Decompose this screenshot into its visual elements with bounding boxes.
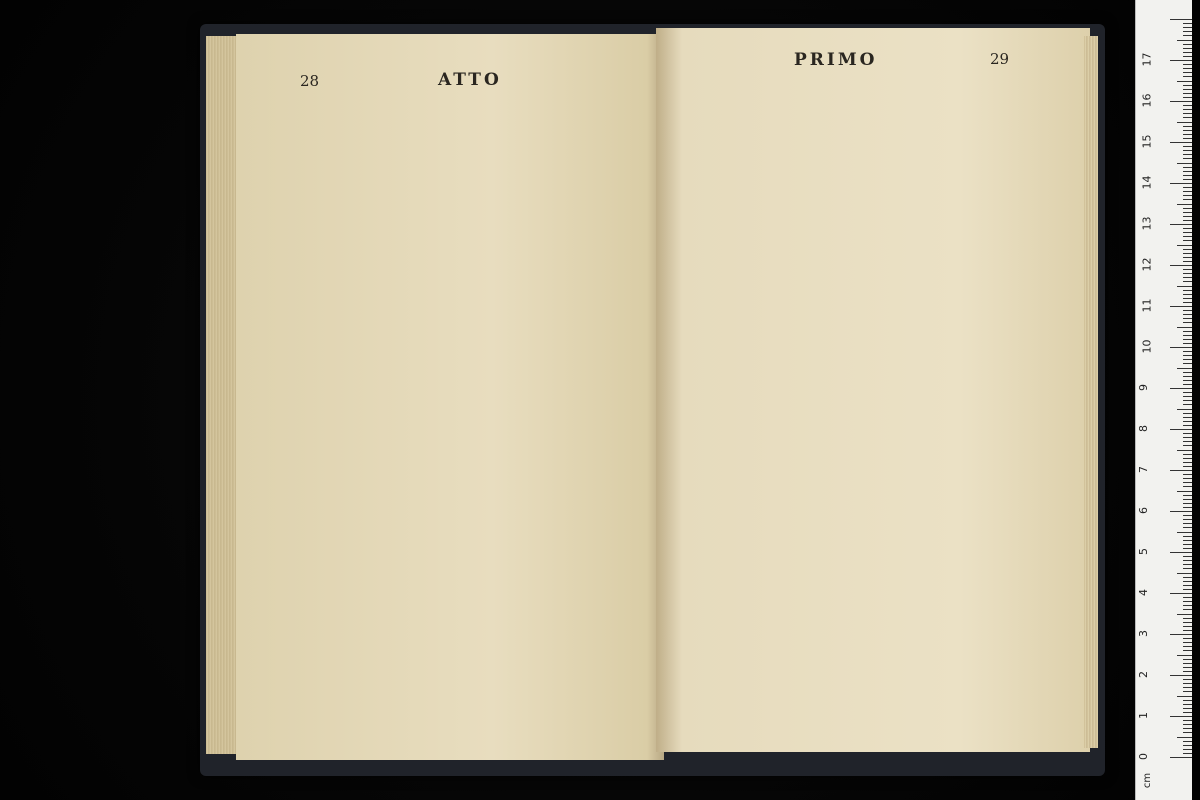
ruler-tick — [1183, 474, 1192, 475]
ruler-tick — [1183, 404, 1192, 405]
ruler-tick — [1177, 122, 1192, 123]
ruler-tick — [1183, 31, 1192, 32]
ruler-tick — [1183, 425, 1192, 426]
ruler-tick — [1183, 290, 1192, 291]
ruler-tick — [1183, 724, 1192, 725]
ruler-tick — [1183, 523, 1192, 524]
ruler-tick — [1183, 269, 1192, 270]
ruler-tick — [1183, 601, 1192, 602]
ruler-tick — [1183, 630, 1192, 631]
ruler-tick — [1183, 150, 1192, 151]
ruler-tick — [1183, 577, 1192, 578]
ruler-tick — [1177, 163, 1192, 164]
ruler-tick — [1183, 52, 1192, 53]
ruler-tick — [1170, 388, 1192, 389]
ruler-tick — [1183, 117, 1192, 118]
ruler-tick — [1177, 655, 1192, 656]
ruler-tick — [1183, 421, 1192, 422]
ruler-tick — [1170, 19, 1192, 20]
ruler-tick — [1183, 376, 1192, 377]
ruler-tick — [1183, 35, 1192, 36]
ruler-tick — [1177, 573, 1192, 574]
ruler-tick — [1170, 511, 1192, 512]
right-page — [656, 28, 1090, 752]
ruler-tick — [1183, 44, 1192, 45]
ruler-tick — [1183, 130, 1192, 131]
ruler-tick — [1183, 638, 1192, 639]
ruler-tick — [1183, 85, 1192, 86]
ruler-tick — [1170, 101, 1192, 102]
ruler-tick — [1183, 486, 1192, 487]
ruler-tick — [1183, 642, 1192, 643]
ruler-number: 5 — [1137, 548, 1150, 555]
ruler-tick — [1183, 732, 1192, 733]
ruler-tick — [1183, 462, 1192, 463]
ruler-number: 7 — [1137, 466, 1150, 473]
ruler-tick — [1170, 306, 1192, 307]
ruler-tick — [1183, 273, 1192, 274]
ruler-tick — [1183, 212, 1192, 213]
ruler-tick — [1183, 146, 1192, 147]
ruler-tick — [1183, 240, 1192, 241]
ruler-unit-label: cm — [1142, 772, 1154, 789]
ruler-tick — [1183, 646, 1192, 647]
ruler-tick — [1183, 113, 1192, 114]
ruler-number: 17 — [1140, 52, 1154, 67]
ruler-tick — [1183, 712, 1192, 713]
ruler-tick — [1183, 396, 1192, 397]
ruler-tick — [1170, 183, 1192, 184]
ruler-number: 11 — [1140, 298, 1154, 313]
ruler-tick — [1183, 134, 1192, 135]
ruler-number: 16 — [1140, 93, 1154, 108]
ruler-tick — [1183, 433, 1192, 434]
ruler-number: 13 — [1140, 216, 1154, 231]
ruler-tick — [1183, 671, 1192, 672]
ruler-tick — [1183, 228, 1192, 229]
ruler-tick — [1183, 568, 1192, 569]
ruler-tick — [1183, 478, 1192, 479]
ruler-tick — [1177, 737, 1192, 738]
ruler-tick — [1183, 466, 1192, 467]
ruler-tick — [1170, 757, 1192, 758]
measuring-ruler — [1135, 0, 1192, 800]
ruler-tick — [1183, 622, 1192, 623]
ruler-tick — [1183, 560, 1192, 561]
ruler-tick — [1183, 728, 1192, 729]
ruler-tick — [1183, 503, 1192, 504]
ruler-tick — [1177, 286, 1192, 287]
ruler-tick — [1183, 618, 1192, 619]
right-page-number: 29 — [990, 50, 1010, 68]
ruler-tick — [1183, 302, 1192, 303]
ruler-number: 1 — [1137, 712, 1150, 719]
ruler-tick — [1177, 614, 1192, 615]
ruler-tick — [1170, 675, 1192, 676]
ruler-tick — [1183, 56, 1192, 57]
ruler-number: 9 — [1137, 384, 1150, 391]
ruler-tick — [1177, 532, 1192, 533]
ruler-tick — [1183, 417, 1192, 418]
ruler-tick — [1183, 294, 1192, 295]
ruler-tick — [1183, 257, 1192, 258]
ruler-tick — [1183, 458, 1192, 459]
ruler-tick — [1177, 409, 1192, 410]
ruler-tick — [1183, 585, 1192, 586]
ruler-tick — [1170, 552, 1192, 553]
ruler-tick — [1183, 158, 1192, 159]
ruler-tick — [1177, 450, 1192, 451]
ruler-tick — [1183, 318, 1192, 319]
ruler-tick — [1183, 741, 1192, 742]
ruler-number: 12 — [1140, 257, 1154, 272]
ruler-tick — [1183, 253, 1192, 254]
ruler-number: 4 — [1137, 589, 1150, 596]
ruler-tick — [1183, 322, 1192, 323]
ruler-tick — [1183, 175, 1192, 176]
ruler-tick — [1183, 700, 1192, 701]
ruler-tick — [1183, 97, 1192, 98]
ruler-tick — [1183, 544, 1192, 545]
left-page-number: 28 — [300, 72, 320, 90]
ruler-tick — [1183, 515, 1192, 516]
ruler-tick — [1183, 400, 1192, 401]
ruler-tick — [1183, 191, 1192, 192]
ruler-tick — [1183, 589, 1192, 590]
ruler-tick — [1183, 720, 1192, 721]
ruler-tick — [1183, 667, 1192, 668]
ruler-tick — [1183, 359, 1192, 360]
ruler-tick — [1183, 495, 1192, 496]
ruler-number: 15 — [1140, 134, 1154, 149]
left-page — [236, 34, 664, 760]
ruler-tick — [1183, 704, 1192, 705]
ruler-tick — [1183, 339, 1192, 340]
ruler-number: 3 — [1137, 630, 1150, 637]
ruler-tick — [1183, 683, 1192, 684]
ruler-tick — [1183, 208, 1192, 209]
ruler-tick — [1177, 696, 1192, 697]
ruler-number: 0 — [1137, 753, 1150, 760]
ruler-tick — [1183, 167, 1192, 168]
ruler-tick — [1183, 68, 1192, 69]
ruler-tick — [1183, 343, 1192, 344]
ruler-tick — [1183, 281, 1192, 282]
right-page-header: PRIMO — [794, 50, 878, 70]
ruler-tick — [1183, 659, 1192, 660]
ruler-tick — [1183, 380, 1192, 381]
ruler-tick — [1183, 441, 1192, 442]
ruler-tick — [1183, 679, 1192, 680]
ruler-tick — [1183, 749, 1192, 750]
ruler-tick — [1183, 93, 1192, 94]
ruler-number: 2 — [1137, 671, 1150, 678]
ruler-tick — [1183, 126, 1192, 127]
ruler-tick — [1183, 691, 1192, 692]
ruler-tick — [1170, 470, 1192, 471]
ruler-tick — [1183, 236, 1192, 237]
ruler-tick — [1183, 581, 1192, 582]
ruler-tick — [1170, 634, 1192, 635]
ruler-tick — [1183, 753, 1192, 754]
ruler-tick — [1183, 27, 1192, 28]
ruler-tick — [1183, 437, 1192, 438]
ruler-tick — [1183, 363, 1192, 364]
ruler-tick — [1183, 48, 1192, 49]
ruler-tick — [1183, 372, 1192, 373]
left-page-header: ATTO — [438, 70, 502, 90]
ruler-tick — [1183, 249, 1192, 250]
ruler-tick — [1183, 179, 1192, 180]
ruler-tick — [1177, 368, 1192, 369]
ruler-tick — [1183, 105, 1192, 106]
ruler-tick — [1183, 507, 1192, 508]
ruler-tick — [1183, 154, 1192, 155]
ruler-tick — [1183, 663, 1192, 664]
ruler-tick — [1183, 392, 1192, 393]
ruler-tick — [1183, 413, 1192, 414]
ruler-tick — [1183, 23, 1192, 24]
ruler-number: 6 — [1137, 507, 1150, 514]
ruler-tick — [1170, 593, 1192, 594]
ruler-tick — [1170, 429, 1192, 430]
ruler-tick — [1183, 298, 1192, 299]
ruler-tick — [1183, 314, 1192, 315]
ruler-tick — [1177, 327, 1192, 328]
ruler-tick — [1183, 609, 1192, 610]
ruler-tick — [1183, 445, 1192, 446]
ruler-number: 8 — [1137, 425, 1150, 432]
ruler-tick — [1183, 355, 1192, 356]
ruler-tick — [1170, 716, 1192, 717]
ruler-tick — [1170, 265, 1192, 266]
ruler-tick — [1183, 482, 1192, 483]
ruler-tick — [1183, 687, 1192, 688]
ruler-tick — [1183, 597, 1192, 598]
ruler-tick — [1170, 347, 1192, 348]
ruler-tick — [1183, 536, 1192, 537]
ruler-tick — [1183, 454, 1192, 455]
ruler-tick — [1183, 331, 1192, 332]
ruler-tick — [1177, 40, 1192, 41]
ruler-tick — [1183, 605, 1192, 606]
ruler-tick — [1183, 499, 1192, 500]
ruler-tick — [1183, 384, 1192, 385]
ruler-tick — [1183, 540, 1192, 541]
ruler-tick — [1183, 220, 1192, 221]
ruler-tick — [1183, 199, 1192, 200]
ruler-tick — [1183, 548, 1192, 549]
ruler-tick — [1183, 745, 1192, 746]
ruler-number: 14 — [1140, 175, 1154, 190]
ruler-number: 10 — [1140, 339, 1154, 354]
ruler-tick — [1183, 277, 1192, 278]
ruler-tick — [1170, 224, 1192, 225]
ruler-tick — [1183, 171, 1192, 172]
ruler-tick — [1177, 81, 1192, 82]
ruler-tick — [1183, 216, 1192, 217]
ruler-tick — [1183, 708, 1192, 709]
ruler-tick — [1183, 195, 1192, 196]
ruler-tick — [1183, 232, 1192, 233]
ruler-tick — [1183, 261, 1192, 262]
ruler-tick — [1183, 519, 1192, 520]
ruler-tick — [1183, 527, 1192, 528]
ruler-tick — [1183, 556, 1192, 557]
ruler-tick — [1183, 310, 1192, 311]
right-page-edge — [1084, 36, 1098, 748]
ruler-tick — [1183, 72, 1192, 73]
ruler-tick — [1177, 491, 1192, 492]
ruler-tick — [1177, 245, 1192, 246]
ruler-tick — [1183, 138, 1192, 139]
ruler-tick — [1183, 335, 1192, 336]
ruler-tick — [1183, 76, 1192, 77]
ruler-tick — [1183, 64, 1192, 65]
ruler-tick — [1183, 109, 1192, 110]
ruler-tick — [1183, 187, 1192, 188]
ruler-tick — [1183, 351, 1192, 352]
ruler-tick — [1183, 564, 1192, 565]
ruler-tick — [1177, 204, 1192, 205]
ruler-tick — [1183, 89, 1192, 90]
ruler-tick — [1183, 650, 1192, 651]
ruler-tick — [1170, 60, 1192, 61]
ruler-tick — [1183, 626, 1192, 627]
ruler-tick — [1170, 142, 1192, 143]
